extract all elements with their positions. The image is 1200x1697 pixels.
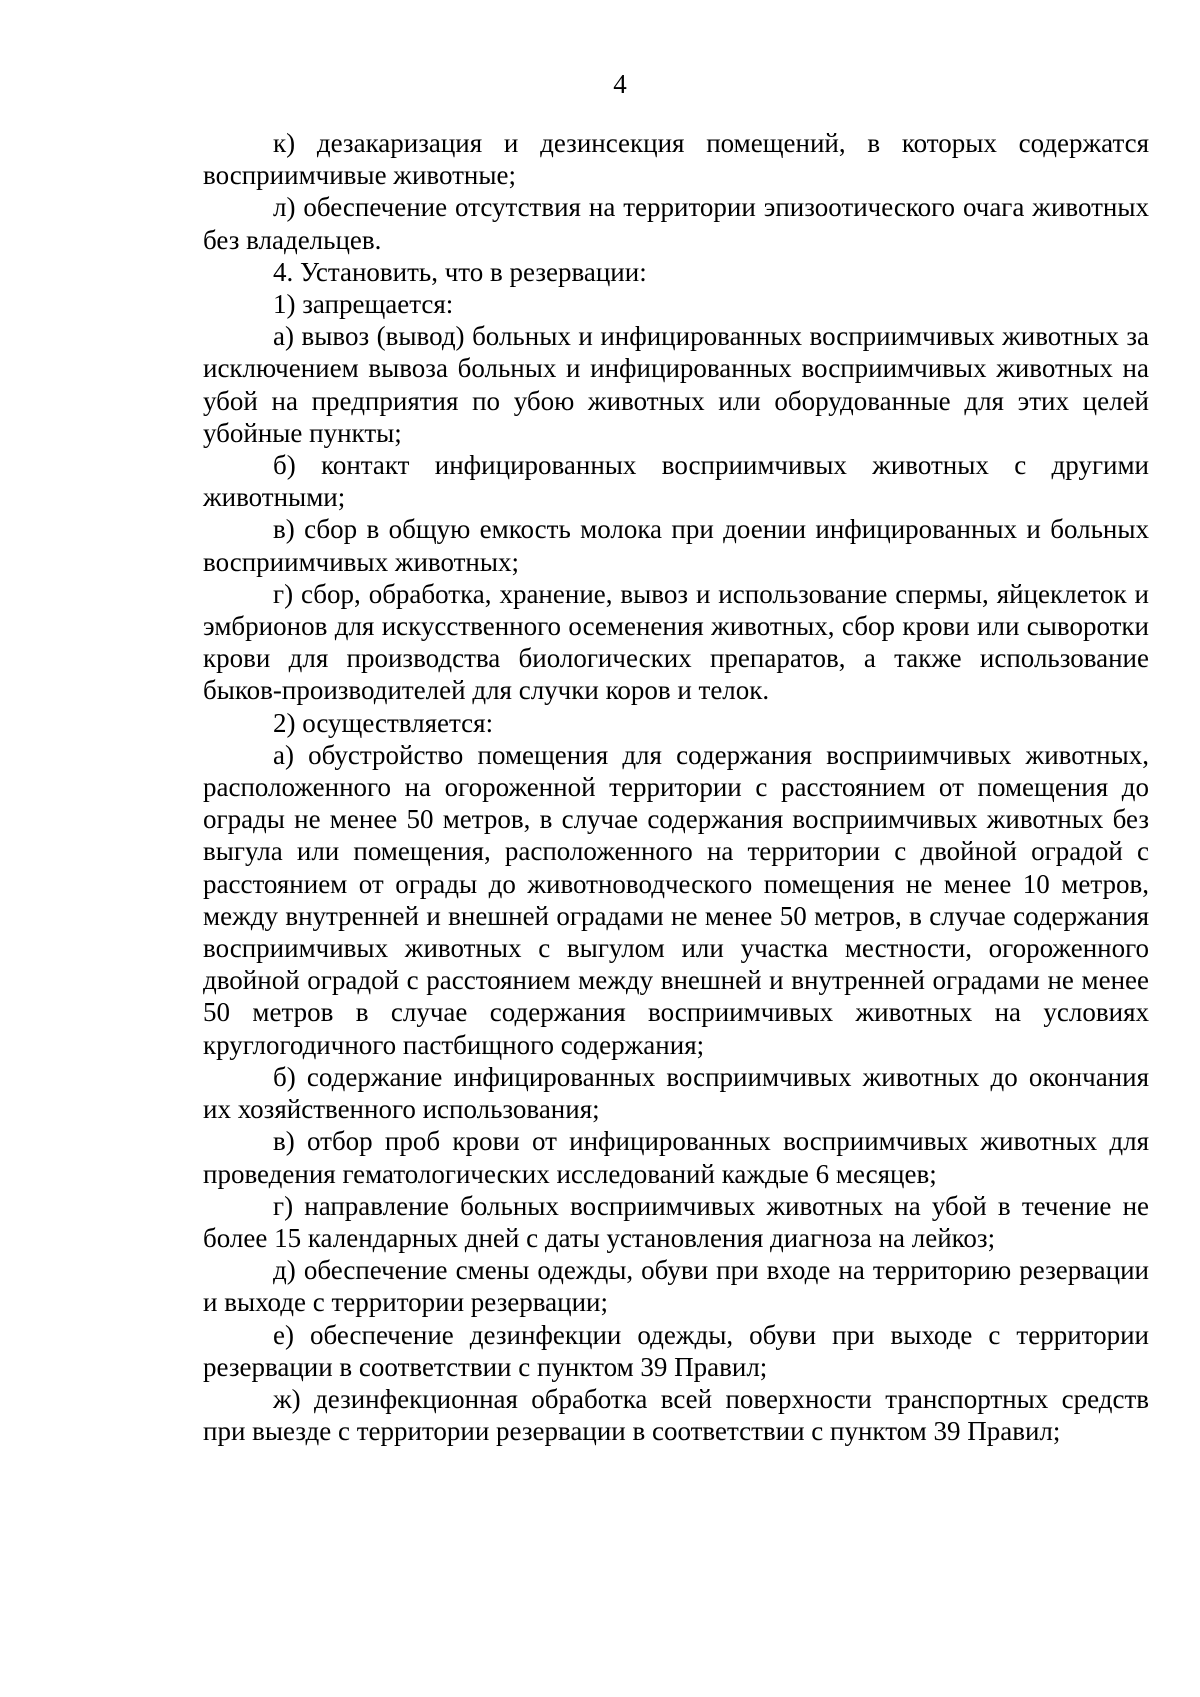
document-body: [203, 127, 1149, 1447]
paragraph-k: к) дезакаризация и дезинсекция помещений, в которых содержатся восприимчивые животные;: [203, 128, 1149, 191]
section-4-heading: 4. Установить, что в резервации:: [273, 256, 647, 287]
paragraph-1g: г) сбор, обработка, хранение, вывоз и использование спермы, яйцеклеток и эмбрионов для искусственного осеменения животных, сбор крови или сыворотки крови для производства биологических препаратов, а также использование быков-производителей для случки коров и телок.: [203, 578, 1149, 706]
paragraph-2g: г) направление больных восприимчивых животных на убой в течение не более 15 календарных дней с даты установления диагноза на лейкоз;: [203, 1190, 1149, 1253]
subsection-1-heading: 1) запрещается:: [273, 289, 454, 320]
paragraph-l: л) обеспечение отсутствия на территории эпизоотического очага животных без владельцев.: [203, 192, 1149, 255]
paragraph-2zh: ж) дезинфекционная обработка всей поверхности транспортных средств при выезде с территории резервации в соответствии с пунктом 39 Правил;: [203, 1383, 1149, 1447]
paragraph-2a: а) обустройство помещения для содержания восприимчивых животных, расположенного на огороженной территории с расстоянием от помещения до ограды не менее 50 метров, в случае содержания восприимчивых животных без выгула или помещения, расположенного на территории с двойной оградой с расстоянием от ограды до животноводческого помещения не менее 10 метров, между внутренней и внешней оградами не менее 50 метров, в случае содержания восприимчивых животных с выгулом или участка местности, огороженного двойной оградой с расстоянием между внешней и внутренней оградами не менее 50 метров в случае содержания восприимчивых животных на условиях круглогодичного пастбищного содержания;: [203, 739, 1149, 1060]
paragraph-1v: в) сбор в общую емкость молока при доении инфицированных и больных восприимчивых животных;: [203, 514, 1149, 577]
paragraph-2b: б) содержание инфицированных восприимчивых животных до окончания их хозяйственного использования;: [203, 1061, 1149, 1125]
subsection-2-heading: 2) осуществляется:: [273, 707, 494, 738]
paragraph-1b: б) контакт инфицированных восприимчивых животных с другими животными;: [203, 450, 1149, 513]
paragraph-2d: д) обеспечение смены одежды, обуви при входе на территорию резервации и выходе с территории резервации;: [203, 1255, 1149, 1318]
paragraph-2e: е) обеспечение дезинфекции одежды, обуви при выходе с территории резервации в соответствии с пунктом 39 Правил;: [203, 1319, 1149, 1382]
paragraph-2v: в) отбор проб крови от инфицированных восприимчивых животных для проведения гематологических исследований каждые 6 месяцев;: [203, 1126, 1149, 1189]
page-number: 4: [613, 69, 627, 99]
paragraph-1a: а) вывоз (вывод) больных и инфицированных восприимчивых животных за исключением вывоза больных и инфицированных восприимчивых животных на убой на предприятия по убою животных или оборудованные для этих целей убойные пункты;: [203, 321, 1149, 448]
